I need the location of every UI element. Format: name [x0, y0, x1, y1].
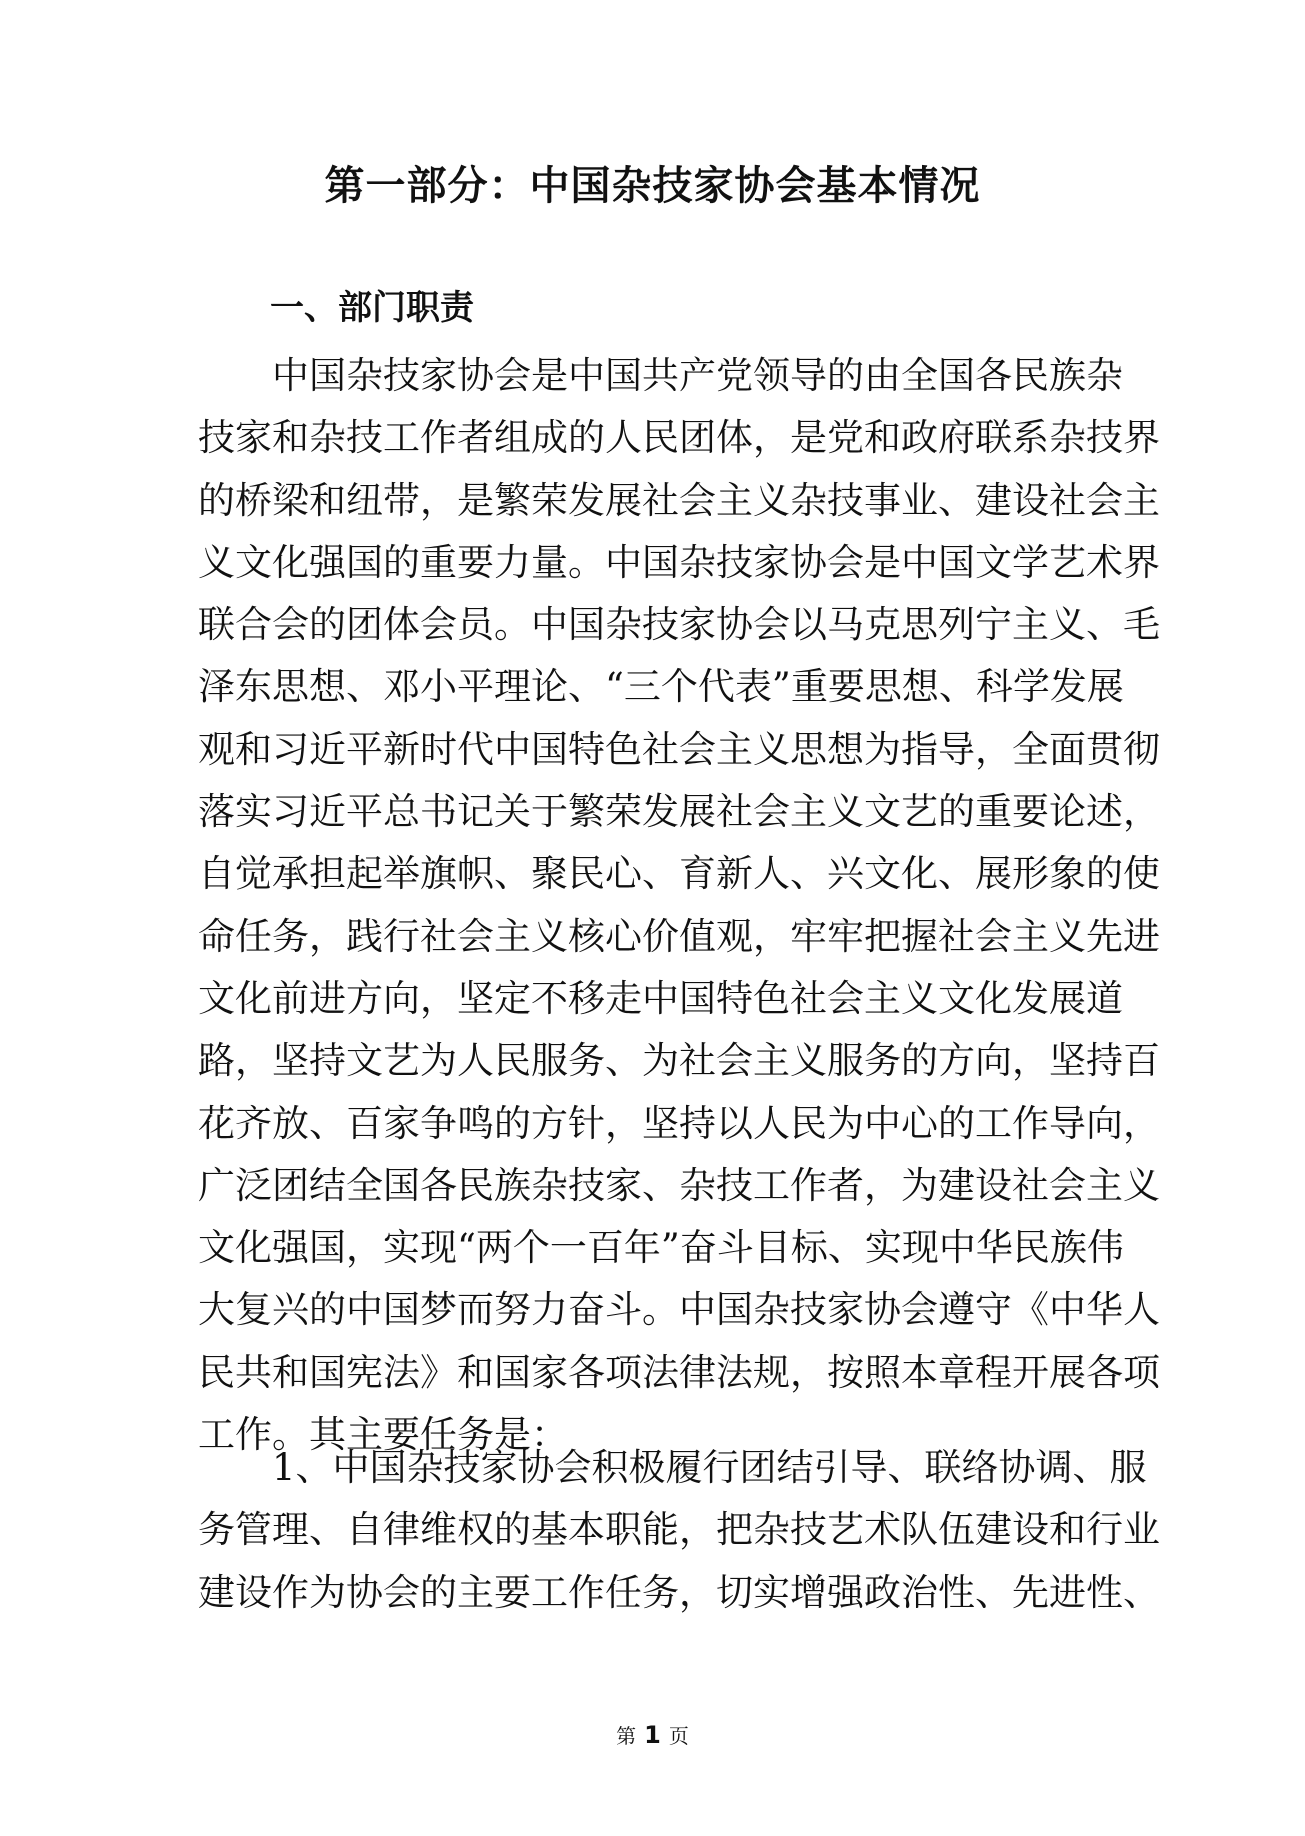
- text-line: 路，坚持文艺为人民服务、为社会主义服务的方向，坚持百: [198, 1039, 1160, 1083]
- text-line: 观和习近平新时代中国特色社会主义思想为指导，全面贯彻: [198, 727, 1160, 771]
- text-line: 民共和国宪法》和国家各项法律法规，按照本章程开展各项: [198, 1350, 1160, 1394]
- text-line: 泽东思想、邓小平理论、“三个代表”重要思想、科学发展: [198, 665, 1124, 709]
- paragraph-duties: [198, 345, 1160, 1466]
- text-line: 建设作为协会的主要工作任务，切实增强政治性、先进性、: [198, 1570, 1160, 1614]
- text-line: 文化强国，实现“两个一百年”奋斗目标、实现中华民族伟: [198, 1226, 1124, 1270]
- paragraph-task-1: [198, 1437, 1160, 1624]
- text-line: 大复兴的中国梦而努力奋斗。中国杂技家协会遵守《中华人: [198, 1288, 1160, 1332]
- text-line: 花齐放、百家争鸣的方针，坚持以人民为中心的工作导向，: [198, 1101, 1160, 1145]
- page-label-suffix: 页: [668, 1724, 689, 1748]
- text-line: 的桥梁和纽带，是繁荣发展社会主义杂技事业、建设社会主: [198, 478, 1160, 522]
- text-line: 命任务，践行社会主义核心价值观，牢牢把握社会主义先进: [198, 914, 1160, 958]
- text-line: 自觉承担起举旗帜、聚民心、育新人、兴文化、展形象的使: [198, 852, 1160, 896]
- section-heading: 一、部门职责: [270, 288, 474, 328]
- text-line: 务管理、自律维权的基本职能，把杂技艺术队伍建设和行业: [198, 1508, 1160, 1552]
- text-line: 落实习近平总书记关于繁荣发展社会主义文艺的重要论述，: [198, 790, 1160, 834]
- text-line: 文化前进方向，坚定不移走中国特色社会主义文化发展道: [198, 976, 1123, 1020]
- text-line: 广泛团结全国各民族杂技家、杂技工作者，为建设社会主义: [198, 1163, 1160, 1207]
- text-line: 义文化强国的重要力量。中国杂技家协会是中国文学艺术界: [198, 540, 1160, 584]
- text-line: 1、中国杂技家协会积极履行团结引导、联络协调、服: [272, 1446, 1147, 1489]
- text-line: 中国杂技家协会是中国共产党领导的由全国各民族杂: [272, 354, 1123, 397]
- page-number: 1: [644, 1721, 661, 1749]
- text-line: 工作。其主要任务是：: [198, 1413, 568, 1457]
- text-line: 技家和杂技工作者组成的人民团体，是党和政府联系杂技界: [198, 416, 1160, 460]
- page-footer: [0, 1720, 1305, 1751]
- page-title: 第一部分：中国杂技家协会基本情况: [324, 163, 981, 209]
- page-label-prefix: 第: [616, 1724, 637, 1748]
- text-line: 联合会的团体会员。中国杂技家协会以马克思列宁主义、毛: [198, 603, 1160, 647]
